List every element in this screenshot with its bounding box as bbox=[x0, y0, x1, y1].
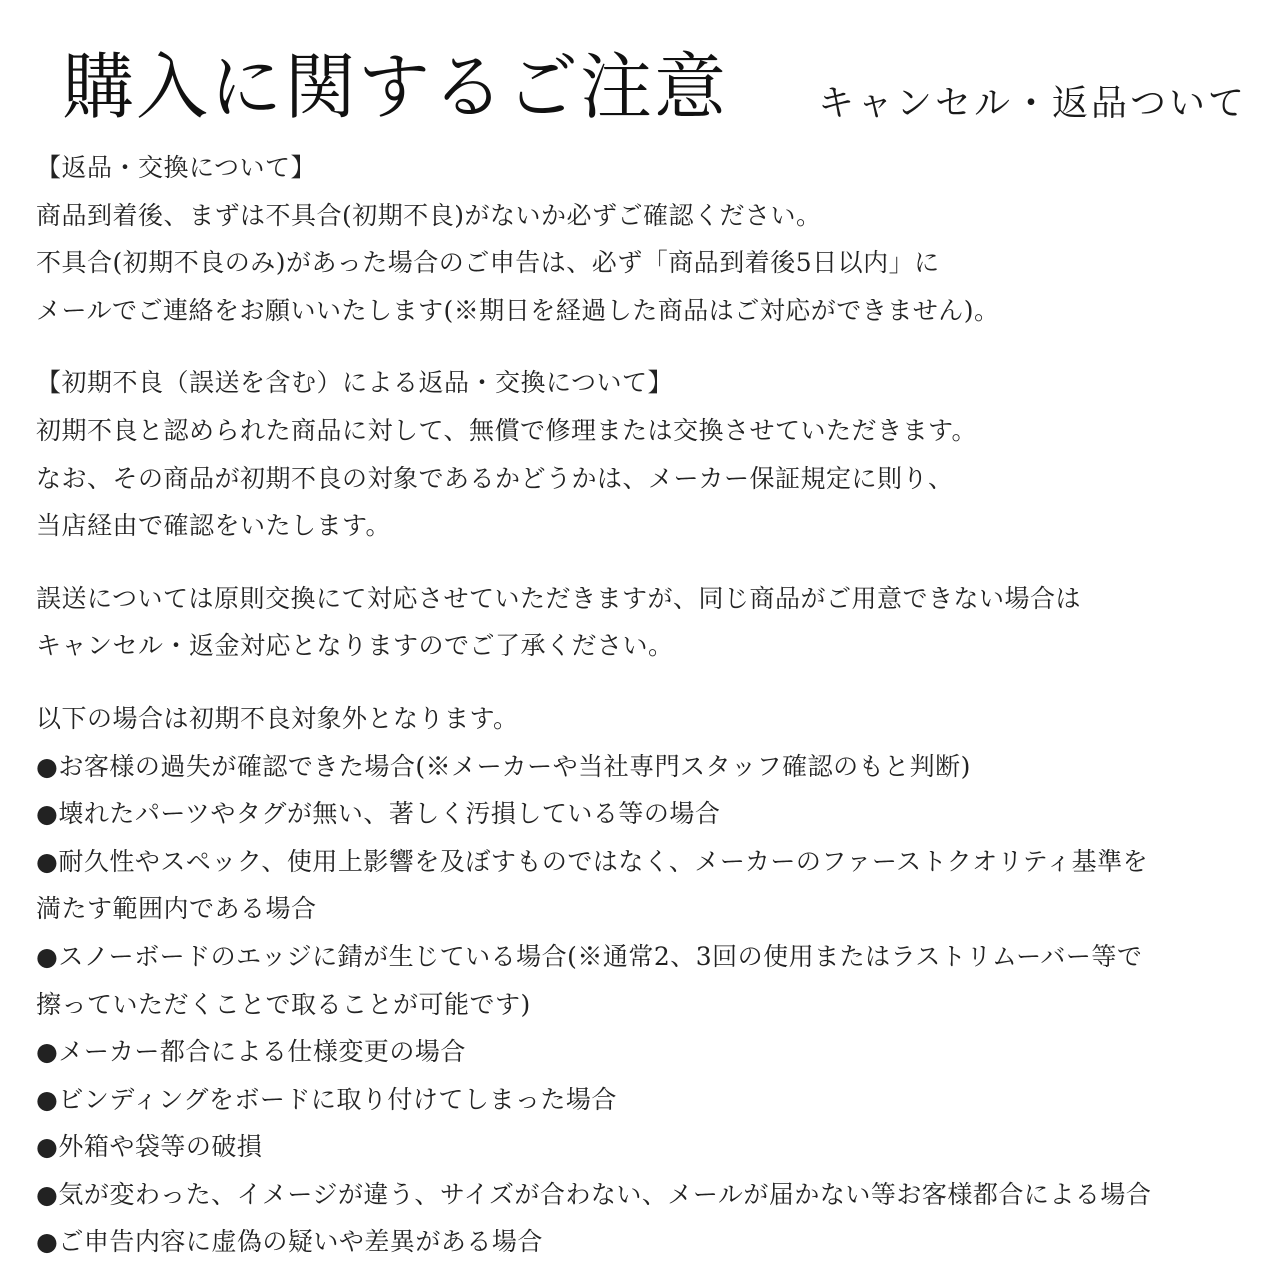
paragraph-line: 初期不良と認められた商品に対して、無償で修理または交換させていただきます。 bbox=[36, 415, 978, 445]
paragraph-line: 誤送については原則交換にて対応させていただきますが、同じ商品がご用意できない場合は bbox=[36, 583, 1082, 613]
list-item-continuation: 擦っていただくことで取ることが可能です) bbox=[36, 989, 531, 1019]
paragraph-line: 不具合(初期不良のみ)があった場合のご申告は、必ず「商品到着後5日以内」に bbox=[36, 248, 940, 278]
paragraph-line: 商品到着後、まずは不具合(初期不良)がないか必ずご確認ください。 bbox=[36, 200, 822, 230]
section-exclusions bbox=[36, 695, 1272, 1266]
notice-body bbox=[36, 144, 1272, 1266]
section-initial-defects bbox=[36, 359, 1272, 549]
list-item: ●気が変わった、イメージが違う、サイズが合わない、メールが届かない等お客様都合による場合 bbox=[36, 1179, 1152, 1209]
list-item: ●壊れたパーツやタグが無い、著しく汚損している等の場合 bbox=[36, 799, 721, 829]
section-gap bbox=[36, 334, 1272, 359]
list-item: ●スノーボードのエッジに錆が生じている場合(※通常2、3回の使用またはラストリムーバー等で bbox=[36, 941, 1143, 971]
paragraph-line: なお、その商品が初期不良の対象であるかどうかは、メーカー保証規定に則り、 bbox=[36, 463, 954, 493]
list-item: ●外箱や袋等の破損 bbox=[36, 1132, 263, 1162]
paragraph-line: キャンセル・返金対応となりますのでご了承ください。 bbox=[36, 631, 674, 661]
section-heading: 【返品・交換について】 bbox=[36, 153, 317, 182]
page-subtitle: キャンセル・返品ついて bbox=[818, 83, 1248, 124]
list-item: ●ご申告内容に虚偽の疑いや差異がある場合 bbox=[36, 1227, 543, 1257]
paragraph-line: 以下の場合は初期不良対象外となります。 bbox=[36, 703, 519, 733]
page-title: 購入に関するご注意 bbox=[62, 45, 729, 129]
list-item-continuation: 満たす範囲内である場合 bbox=[36, 894, 317, 924]
list-item: ●耐久性やスペック、使用上影響を及ぼすものではなく、メーカーのファーストクオリティ基準を bbox=[36, 846, 1149, 876]
section-wrong-shipment bbox=[36, 575, 1272, 670]
page-header bbox=[62, 42, 1272, 132]
list-item: ●ビンディングをボードに取り付けてしまった場合 bbox=[36, 1084, 617, 1114]
section-returns-exchange bbox=[36, 144, 1272, 334]
section-heading: 【初期不良（誤送を含む）による返品・交換について】 bbox=[36, 368, 674, 398]
paragraph-line: 当店経由で確認をいたします。 bbox=[36, 511, 392, 541]
section-gap bbox=[36, 550, 1272, 575]
list-item: ●お客様の過失が確認できた場合(※メーカーや当社専門スタッフ確認のもと判断) bbox=[36, 751, 971, 781]
list-item: ●メーカー都合による仕様変更の場合 bbox=[36, 1037, 466, 1067]
section-gap bbox=[36, 670, 1272, 695]
paragraph-line: メールでご連絡をお願いいたします(※期日を経過した商品はご対応ができません)。 bbox=[36, 295, 1000, 325]
